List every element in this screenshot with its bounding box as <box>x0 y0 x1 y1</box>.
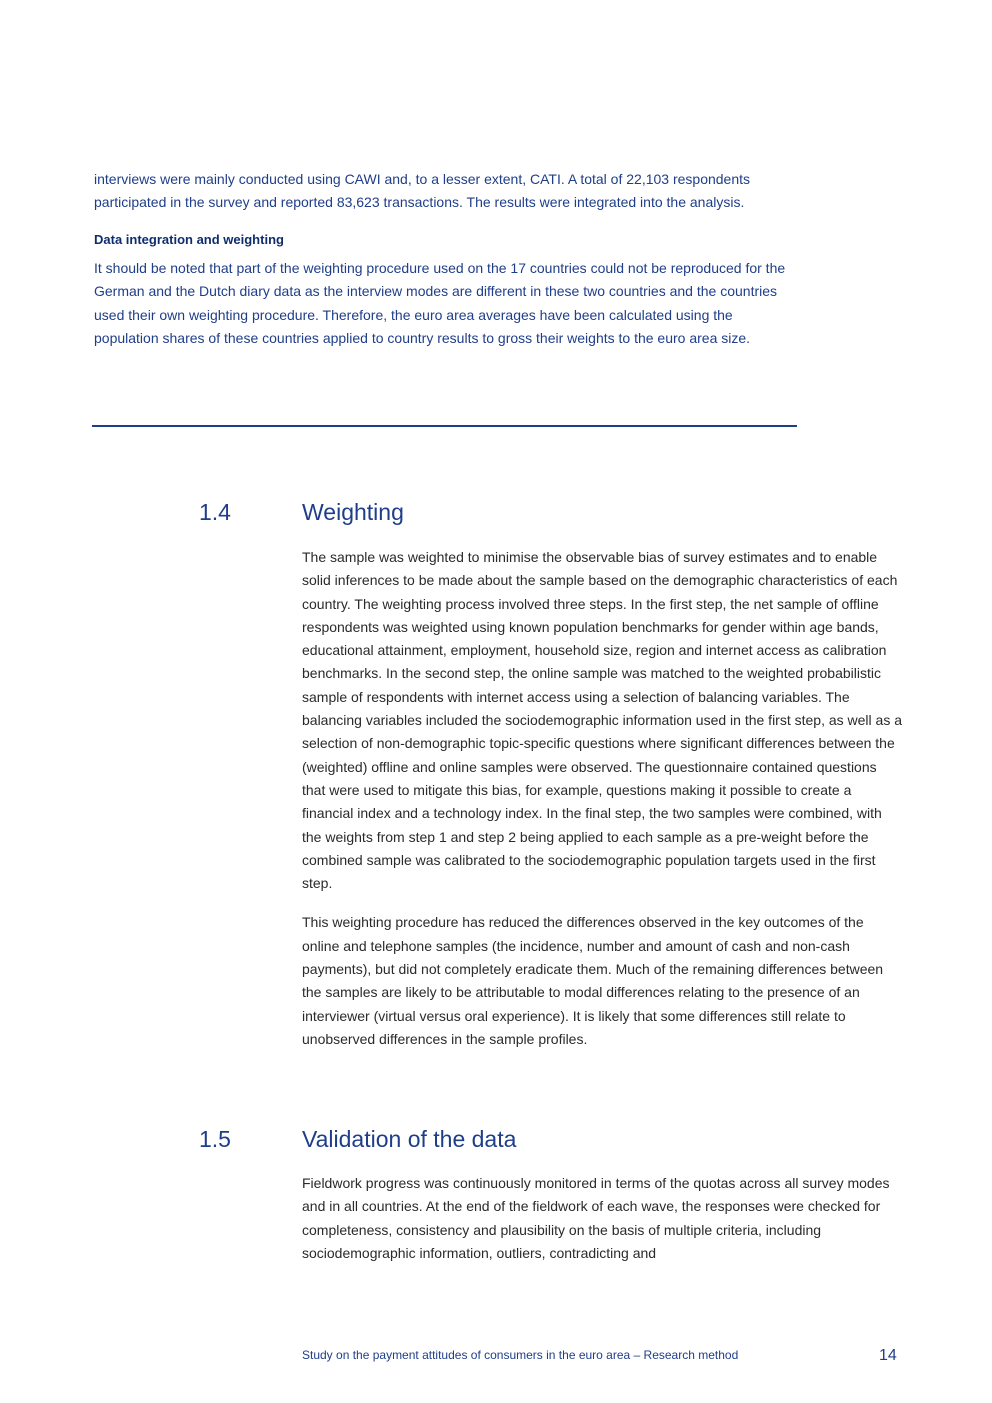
section-number: 1.5 <box>199 1126 231 1152</box>
page-number: 14 <box>879 1347 897 1364</box>
section-body <box>302 546 902 1067</box>
footer-title: Study on the payment attitudes of consumers in the euro area – Research method <box>302 1348 739 1362</box>
section-number: 1.4 <box>199 499 231 525</box>
paragraph: This weighting procedure has reduced the differences observed in the key outcomes of the online and telephone samples (the incidence, number and amount of cash and non-cash payments), but did not completely eradicate them. Much of the remaining differences between the samples are likely to be attributable to modal differences relating to the presence of an interviewer (virtual versus oral experience). It is likely that some differences still relate to unobserved differences in the sample profiles. <box>302 914 884 1047</box>
box-intro-text: interviews were mainly conducted using CAWI and, to a lesser extent, CATI. A total of 22,103 respondents participated in the survey and reported 83,623 transactions. The results were integrated into the analysis. <box>94 171 751 211</box>
section-body <box>302 1172 902 1281</box>
info-box <box>94 168 794 350</box>
paragraph: Fieldwork progress was continuously monitored in terms of the quotas across all survey modes and in all countries. At the end of the fieldwork of each wave, the responses were checked for completeness, consistency and plausibility on the basis of multiple criteria, including sociodemographic information, outliers, contradicting and <box>302 1175 890 1261</box>
paragraph: The sample was weighted to minimise the observable bias of survey estimates and to enable solid inferences to be made about the sample based on the demographic characteristics of each country. The weighting process involved three steps. In the first step, the net sample of offline respondents was weighted using known population benchmarks for gender within age bands, educational attainment, employment, household size, region and internet access as calibration benchmarks. In the second step, the online sample was matched to the weighted probabilistic sample of respondents with internet access using a selection of balancing variables. The balancing variables included the sociodemographic information used in the first step, as well as a selection of non-demographic topic-specific questions where significant differences between the (weighted) offline and online samples were observed. The questionnaire contained questions that were used to mitigate this bias, for example, questions making it possible to create a financial index and a technology index. In the final step, the two samples were combined, with the weights from step 1 and step 2 being applied to each sample as a pre-weight before the combined sample was calibrated to the sociodemographic population targets used in the first step. <box>302 549 903 892</box>
box-divider <box>92 425 797 427</box>
box-heading: Data integration and weighting <box>94 231 284 247</box>
section-title: Validation of the data <box>302 1126 517 1152</box>
box-text: It should be noted that part of the weighting procedure used on the 17 countries could not be reproduced for the German and the Dutch diary data as the interview modes are different in these two countries and the countries used their own weighting procedure. Therefore, the euro area averages have been calculated using the population shares of these countries applied to country results to gross their weights to the euro area size. <box>94 259 786 347</box>
section-title: Weighting <box>302 499 404 525</box>
